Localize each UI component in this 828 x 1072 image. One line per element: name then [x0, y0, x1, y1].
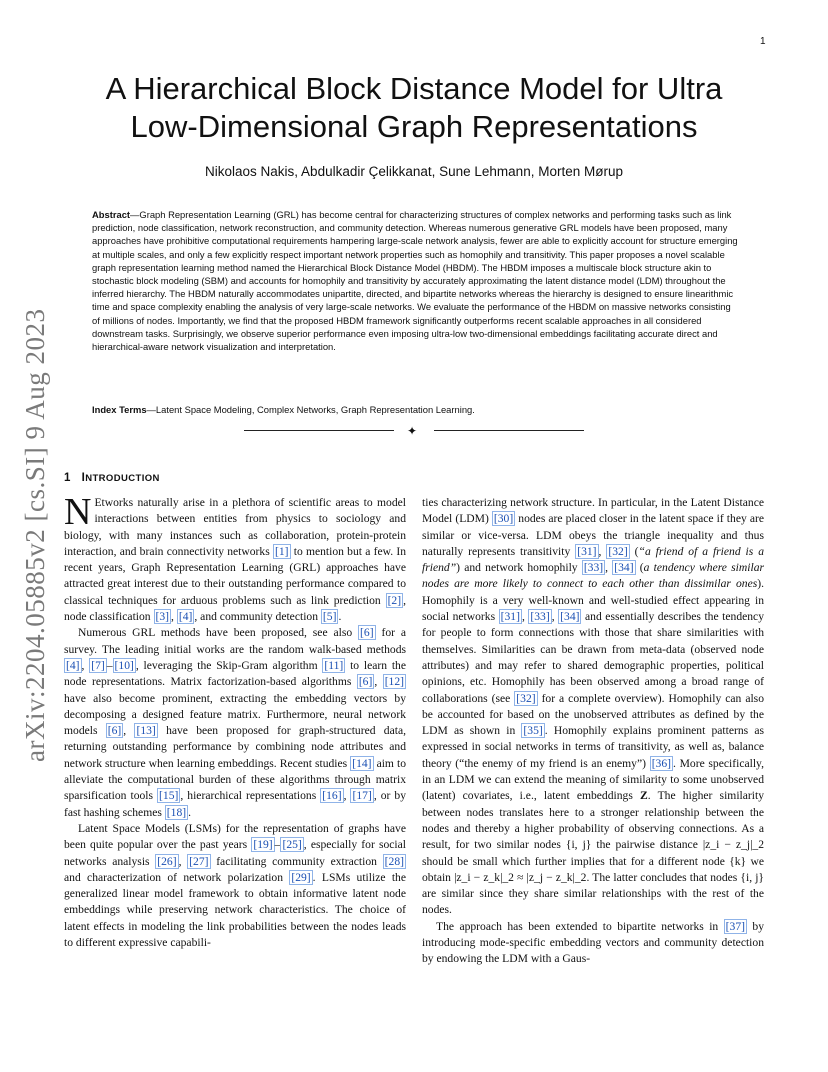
text: facilitating community extraction	[210, 854, 383, 868]
page-number: 1	[760, 36, 766, 47]
citation-link[interactable]: [32]	[608, 544, 628, 558]
index-terms-text: —Latent Space Modeling, Complex Networks, Graph Representation Learning.	[146, 404, 475, 415]
text: ,	[178, 854, 188, 868]
citation-link[interactable]: [2]	[387, 593, 402, 607]
citation-link[interactable]: [4]	[178, 610, 193, 624]
math-symbol: Z	[640, 789, 648, 803]
text: ). Homophily is a very well-known and well-studied effect appearing in social networks	[422, 577, 764, 624]
citation-link[interactable]: [5]	[322, 610, 337, 624]
text: for a survey. The leading initial works are the random walk-based methods	[64, 626, 407, 656]
citation-link[interactable]: [30]	[493, 512, 514, 526]
column-left	[64, 491, 407, 951]
paragraph	[422, 919, 764, 968]
citation-link[interactable]: [36]	[651, 756, 672, 770]
citation-link[interactable]: [35]	[523, 724, 543, 738]
citation-link[interactable]: [10]	[114, 658, 134, 672]
citation-link[interactable]: [26]	[157, 854, 177, 868]
citation-link[interactable]: [12]	[384, 675, 405, 689]
text: ) and network homophily	[456, 561, 582, 575]
citation-link[interactable]: [34]	[614, 561, 634, 575]
abstract	[92, 208, 738, 353]
text: Numerous GRL methods have been proposed, see also	[78, 626, 359, 640]
text: and essentially describes the tendency for people to form connections with those that share similarities with themselves. Similarities can be drawn from meta-data (observed node attributes) and may refer to shared demographic properties, political opinions, etc. Homophily has been observed among a broad range of collaborations (see	[422, 610, 764, 705]
text: (	[629, 544, 639, 558]
text: , node classification	[64, 593, 406, 624]
text: , especially for social networks analysis	[64, 838, 406, 868]
text: ,	[521, 610, 529, 624]
citation-link[interactable]: [4]	[66, 658, 80, 672]
section-heading	[64, 472, 160, 484]
citation-link[interactable]: [27]	[189, 854, 209, 868]
text: (	[635, 561, 644, 575]
text: ,	[123, 724, 135, 738]
text: , and community detection	[194, 610, 321, 624]
text: for a complete overview). Homophily can also be accounted for based on the unobserved attributes as defined by the LDM as shown in	[422, 691, 764, 738]
citation-link[interactable]: [33]	[530, 610, 550, 624]
section-separator	[244, 424, 584, 438]
text: .	[338, 610, 342, 624]
paper-title	[66, 70, 762, 146]
author-list: Nikolaos Nakis, Abdulkadir Çelikkanat, Sune Lehmann, Morten Mørup	[205, 164, 623, 179]
diamond-icon: ✦	[407, 424, 418, 438]
arxiv-stamp: arXiv:2204.05885v2 [cs.SI] 9 Aug 2023	[20, 308, 50, 762]
citation-link[interactable]: [37]	[725, 919, 745, 933]
text: .	[188, 805, 192, 819]
citation-link[interactable]: [29]	[291, 870, 311, 884]
text: ,	[598, 544, 607, 558]
citation-link[interactable]: [6]	[358, 675, 373, 689]
text: ,	[343, 789, 351, 803]
citation-link[interactable]: [18]	[166, 805, 187, 819]
paragraph	[64, 491, 406, 625]
text: Etworks naturally arise in a plethora of scientific areas to model interactions between entities from physics to sociology and biology, with many instances such as collaboration, protein-protein interaction, and brain connectivity networks	[64, 496, 406, 558]
citation-link[interactable]: [14]	[352, 756, 372, 770]
text: by introducing mode-specific embedding vectors and community detection by endowing the LDM with a Gaus-	[422, 919, 764, 966]
citation-link[interactable]: [13]	[136, 724, 156, 738]
text: –	[274, 838, 281, 852]
quote: “a friend of a friend is a friend”	[422, 544, 765, 575]
paragraph	[64, 625, 406, 821]
text: to learn the node representations. Matrix factorization-based algorithms	[64, 658, 406, 689]
title-line-2: Low-Dimensional Graph Representations	[130, 109, 698, 144]
citation-link[interactable]: [32]	[516, 691, 536, 705]
text: ,	[171, 610, 177, 624]
abstract-text: —Graph Representation Learning (GRL) has become central for characterizing structures of complex networks and performing tasks such as link prediction, node classification, network reconstruction, and community detection. Whereas numerous generative GRL models have been proposed, many approaches have prohibitive computational requirements hampering large-scale network analysis, fewer are able to explicitly account for structure emerging at multiple scales, and only a few explicitly respect important network properties such as homophily and transitivity. This paper proposes a novel scalable graph representation learning method named the Hierarchical Block Distance Model (HBDM). The HBDM imposes a multiscale block structure akin to stochastic block modeling (SBM) and accounts for homophily and transitivity by accurately approximating the latent distance model (LDM) throughout the inferred hierarchy. The HBDM naturally accommodates unipartite, directed, and bipartite networks whereas the hierarchy is designed to ensure linearithmic time and space complexity enabling the analysis of very large-scale networks. We evaluate the performance of the HBDM on massive networks consisting of millions of nodes. Importantly, we find that the proposed HBDM framework significantly outperforms recent scalable approaches in all considered downstream tasks. Surprisingly, we observe superior performance even imposing ultra-low two-dimensional embeddings facilitating accurate direct and hierarchical-aware network visualization and interpretation.	[92, 209, 738, 353]
text: , or by fast hashing schemes	[64, 789, 407, 819]
title-line-1: A Hierarchical Block Distance Model for Ultra	[105, 71, 723, 106]
text: have also become prominent, extracting the embedding vectors by decomposing a designed feature matrix. Furthermore, neural network models	[64, 691, 406, 738]
text: . LSMs utilize the generalized linear model framework to obtain informative latent node embeddings while preserving network characteristics. The choice of latent effects in modeling the link probabilities between the nodes leads to different expressive capabili-	[64, 870, 406, 950]
index-terms-label: Index Terms	[92, 404, 147, 415]
abstract-label: Abstract	[92, 209, 131, 220]
citation-link[interactable]: [25]	[282, 838, 302, 852]
text: Latent Space Models (LSMs) for the representation of graphs have been quite popular over the past years	[64, 821, 406, 852]
quote: a tendency where similar nodes are more likely to connect to each other than dissimilar ones	[422, 561, 765, 591]
text: aim to alleviate the computational burden of these algorithms through matrix sparsification tools	[64, 756, 406, 803]
text: ties characterizing network structure. In particular, in the Latent Distance Model (LDM)	[422, 496, 764, 526]
text: nodes are placed closer in the latent space if they are similar or vice-versa. LDM obeys the triangle inequality and thus naturally represents transitivity	[422, 512, 764, 558]
text: The approach has been extended to bipartite networks in	[436, 919, 724, 933]
text: . The higher similarity between nodes translates here to a stronger relationship between the nodes and thereby a higher probability of observing connections. As a result, for two similar nodes {i, j} the pairwise distance |z	[422, 789, 765, 852]
citation-link[interactable]: [28]	[384, 854, 404, 868]
citation-link[interactable]: [7]	[91, 658, 105, 672]
citation-link[interactable]: [34]	[560, 610, 580, 624]
drop-cap: N	[64, 491, 92, 533]
citation-link[interactable]: [15]	[159, 789, 179, 803]
separator-line-left	[244, 430, 394, 431]
text: , hierarchical representations	[180, 789, 321, 803]
section-number: 1	[64, 472, 71, 484]
citation-link[interactable]: [33]	[583, 561, 604, 575]
text: –	[106, 658, 113, 672]
text: ,	[374, 675, 383, 689]
citation-link[interactable]: [19]	[253, 838, 273, 852]
text: ,	[605, 561, 613, 575]
text: ,	[551, 610, 559, 624]
column-right	[422, 495, 764, 968]
citation-link[interactable]: [31]	[500, 610, 520, 624]
index-terms	[92, 403, 738, 416]
citation-link[interactable]: [17]	[352, 789, 372, 803]
citation-link[interactable]: [6]	[107, 724, 122, 738]
paragraph	[64, 821, 406, 951]
text: ,	[81, 658, 90, 672]
paragraph	[422, 495, 764, 919]
text: , leveraging the Skip-Gram algorithm	[135, 658, 323, 672]
citation-link[interactable]: [1]	[274, 544, 289, 558]
text: to mention but a few. In recent years, Graph Representation Learning (GRL) approaches have attracted great interest due to their outstanding performance compared to classical techniques for arduous problems such as link prediction	[64, 544, 406, 607]
citation-link[interactable]: [3]	[155, 610, 170, 624]
citation-link[interactable]: [31]	[577, 544, 597, 558]
citation-link[interactable]: [6]	[360, 626, 374, 640]
text: and characterization of network polarization	[64, 870, 290, 884]
section-title-initial: I	[81, 472, 86, 484]
text: have been proposed for graph-structured data, returning outstanding performance by combining node attributes and network structure when learning embeddings. Recent studies	[64, 724, 407, 770]
text: . More specifically, in an LDM we can extend the meaning of similarity to some unobserved (latent) covariates, i.e., latent embeddings	[422, 756, 764, 803]
text: . Homophily explains prominent patterns as expressed in social networks in terms of transitivity, as well as, balance theory (“the enemy of my friend is an enemy”)	[422, 724, 764, 770]
citation-link[interactable]: [16]	[322, 789, 342, 803]
text: _i − z_j|_2 should be small which further implies that for a different node {k} we obtain |z_i − z_k|_2 ≈ |z_j − z_k|_2. The latter concludes that nodes {i, j} are similar since they share similar relationships with the rest of the nodes.	[422, 838, 764, 917]
citation-link[interactable]: [11]	[324, 658, 344, 672]
separator-line-right	[434, 430, 584, 431]
section-title-rest: NTRODUCTION	[85, 473, 160, 484]
